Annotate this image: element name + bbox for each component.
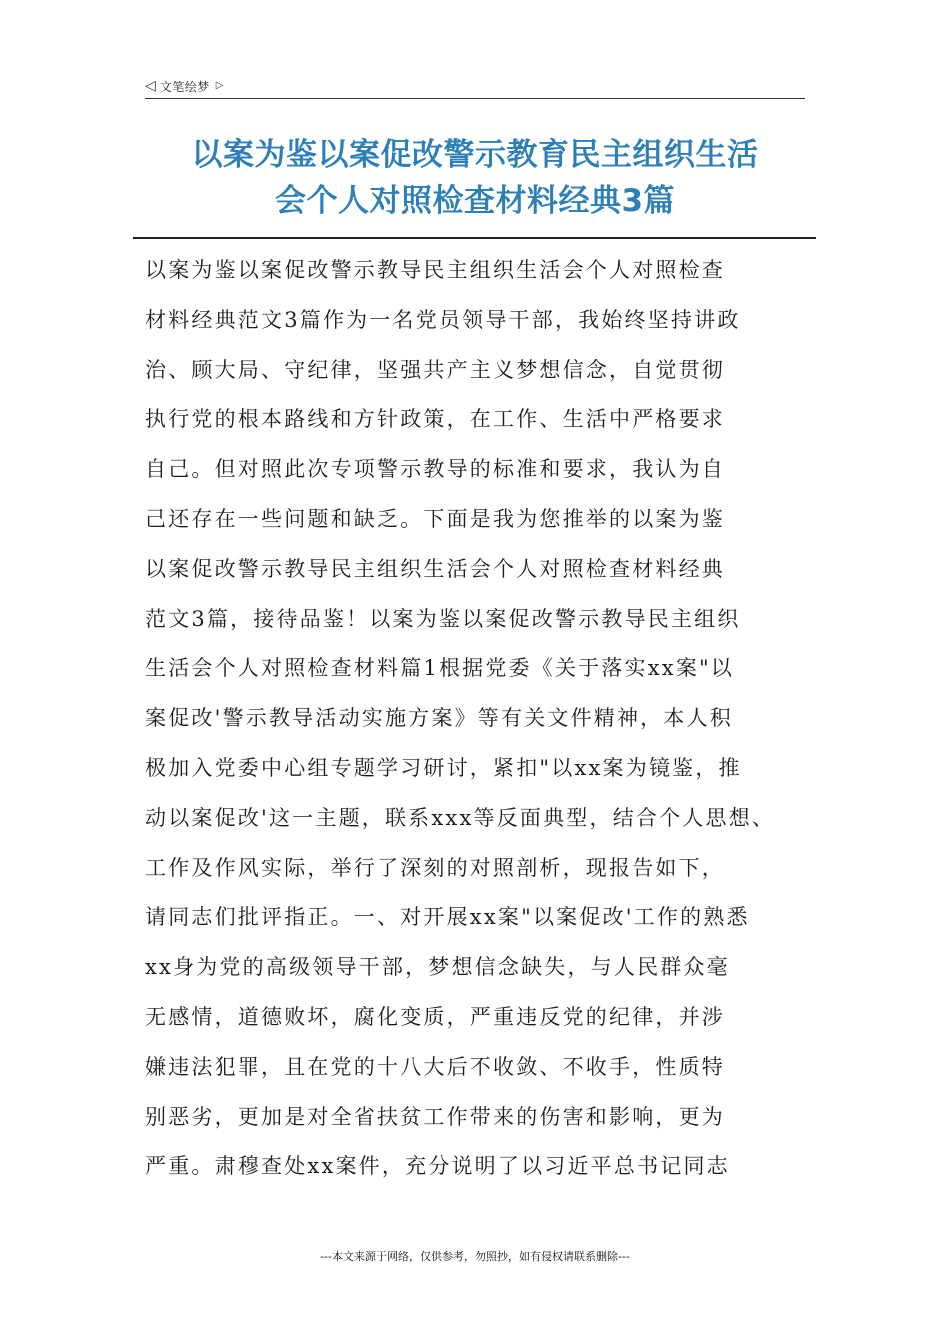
header-divider <box>145 98 805 99</box>
body-line: 治、顾大局、守纪律，坚强共产主义梦想信念，自觉贯彻 <box>145 357 725 382</box>
body-line: 嫌违法犯罪，且在党的十八大后不收敛、不收手，性质特 <box>145 1054 725 1079</box>
body-line: 范文3篇，接待品鉴！以案为鉴以案促改警示教导民主组织 <box>145 606 741 631</box>
footer-notice: ---本文来源于网络，仅供参考，勿照抄，如有侵权请联系删除--- <box>320 1250 630 1263</box>
title-line-2: 会个人对照检查材料经典3篇 <box>274 183 676 219</box>
triangle-left-icon: ◁ <box>145 78 156 94</box>
body-line: 别恶劣，更加是对全省扶贫工作带来的伤害和影响，更为 <box>145 1104 725 1129</box>
body-line: 己还存在一些问题和缺乏。下面是我为您推举的以案为鉴 <box>145 506 725 531</box>
brand-name: 文笔绘梦 <box>159 79 210 94</box>
body-line: 以案促改警示教导民主组织生活会个人对照检查材料经典 <box>145 556 725 581</box>
body-line: 生活会个人对照检查材料篇1根据党委《关于落实xx案"以 <box>145 656 735 681</box>
body-line: 自己。但对照此次专项警示教导的标准和要求，我认为自 <box>145 457 725 482</box>
body-line: 执行党的根本路线和方针政策，在工作、生活中严格要求 <box>145 407 725 432</box>
body-line: 请同志们批评指正。一、对开展xx案"以案促改'工作的熟悉 <box>145 905 750 930</box>
title-divider <box>133 237 816 239</box>
body-line: 工作及作风实际，举行了深刻的对照剖析，现报告如下， <box>145 855 725 880</box>
body-line: xx身为党的高级领导干部，梦想信念缺失，与人民群众毫 <box>145 955 730 980</box>
triangle-right-icon: ▷ <box>215 80 224 91</box>
document-body <box>145 246 811 1192</box>
body-line: 以案为鉴以案促改警示教导民主组织生活会个人对照检查 <box>145 258 725 282</box>
title-line-1: 以案为鉴以案促改警示教育民主组织生活 <box>191 137 759 173</box>
document-title <box>145 132 805 224</box>
body-line: 严重。肃穆查处xx案件，充分说明了以习近平总书记同志 <box>145 1154 730 1179</box>
body-line: 材料经典范文3篇作为一名党员领导干部，我始终坚持讲政 <box>145 307 741 332</box>
body-line: 无感情，道德败坏，腐化变质，严重违反党的纪律，并涉 <box>145 1004 725 1029</box>
body-line: 极加入党委中心组专题学习研讨，紧扣"以xx案为镜鉴，推 <box>145 755 742 780</box>
page-header <box>145 74 805 98</box>
body-line: 案促改'警示教导活动实施方案》等有关文件精神，本人积 <box>145 706 733 731</box>
body-line: 动以案促改'这一主题，联系xxx等反面典型，结合个人思想、 <box>145 805 776 830</box>
